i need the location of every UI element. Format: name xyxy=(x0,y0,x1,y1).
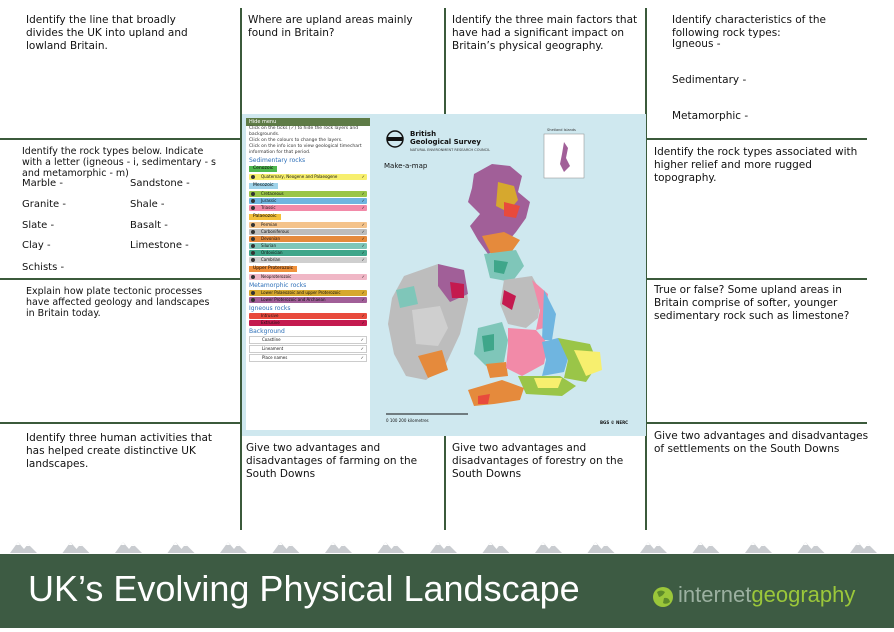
legend-row-jurassic[interactable]: Jurassic ✓ xyxy=(249,198,367,204)
cat-mesozoic: Mesozoic xyxy=(249,183,278,189)
mountain-motif xyxy=(693,542,720,553)
rock-basalt: Basalt - xyxy=(130,220,168,231)
page-title: UK’s Evolving Physical Landscape xyxy=(28,568,580,609)
label-igneous: Igneous - xyxy=(672,38,721,50)
legend-row-triassic[interactable]: Triassic ✓ xyxy=(249,205,367,211)
rock-marble: Marble - xyxy=(22,178,63,189)
geology-map xyxy=(242,114,646,436)
divider-h6 xyxy=(645,422,867,424)
uk-geology-shape xyxy=(242,114,646,436)
legend-row-place-names[interactable]: Place names ✓ xyxy=(249,354,367,362)
rock-slate: Slate - xyxy=(22,220,55,231)
bgs-subtitle: NATURAL ENVIRONMENT RESEARCH COUNCIL xyxy=(410,148,491,152)
mountain-border xyxy=(0,538,894,554)
legend-row-cambrian[interactable]: Cambrian ✓ xyxy=(249,257,367,263)
mountain-motif xyxy=(850,542,877,553)
divider-h4 xyxy=(645,138,867,140)
legend-row-lower-proterozoic[interactable]: Lower Proterozoic and Archaean ✓ xyxy=(249,297,367,303)
legend-row-lower-palaeozoic[interactable]: Lower Palaeozoic and upper Proterozoic ✓ xyxy=(249,290,367,296)
mountain-motif xyxy=(483,542,510,553)
bgs-nerc-credit: BGS © NERC xyxy=(600,420,629,425)
internet-geography-logo[interactable]: internetgeography xyxy=(678,582,856,607)
panel-tip: Click on the ticks (✓) to hide the rock layers and backgrounds. xyxy=(249,126,359,137)
cat-palaeozoic: Palaeozoic xyxy=(249,214,281,220)
rock-limestone: Limestone - xyxy=(130,240,189,251)
divider-h2 xyxy=(0,278,240,280)
title-banner xyxy=(0,554,894,628)
legend-row-intrusive[interactable]: Intrusive ✓ xyxy=(249,313,367,319)
mountain-motif xyxy=(273,542,300,553)
question-three-factors: Identify the three main factors that have had a significant impact on Britain’s physical geography. xyxy=(452,14,638,52)
mountain-motif xyxy=(115,542,142,553)
igneous-heading: Igneous rocks xyxy=(249,305,291,312)
divider-h5 xyxy=(645,278,867,280)
rock-clay: Clay - xyxy=(22,240,51,251)
mountain-motif xyxy=(10,542,37,553)
bgs-title: British Geological Survey xyxy=(410,130,481,146)
question-upland-location: Where are upland areas mainly found in Britain? xyxy=(248,14,413,39)
label-metamorphic: Metamorphic - xyxy=(672,110,749,122)
mountain-motif xyxy=(63,542,90,553)
background-heading: Background xyxy=(249,328,285,335)
question-upland-lowland-line: Identify the line that broadly divides the UK into upland and lowland Britain. xyxy=(26,14,188,52)
legend-row-coastline[interactable]: Coastline ✓ xyxy=(249,336,367,344)
mountain-motif xyxy=(745,542,772,553)
globe-icon xyxy=(652,586,674,608)
question-relief-rocks: Identify the rock types associated with higher relief and more rugged topography. xyxy=(654,146,858,184)
divider-v3 xyxy=(444,436,446,530)
rock-granite: Granite - xyxy=(22,199,66,210)
legend-row-quaternary[interactable]: Quaternary, Neogene and Palaeogene ✓ xyxy=(249,174,367,180)
legend-row-lineaments[interactable]: Lineament ✓ xyxy=(249,345,367,353)
sedimentary-heading: Sedimentary rocks xyxy=(249,157,306,164)
question-human-activities: Identify three human activities that has helped create distinctive UK landscapes. xyxy=(26,432,213,470)
mountain-motif xyxy=(325,542,352,553)
mountain-motif xyxy=(798,542,825,553)
legend-row-devonian[interactable]: Devonian ✓ xyxy=(249,236,367,242)
map-scale: 0 100 200 kilometres xyxy=(386,418,429,423)
metamorphic-heading: Metamorphic rocks xyxy=(249,282,307,289)
question-settlements: Give two advantages and disadvantages of settlements on the South Downs xyxy=(654,430,869,455)
cat-cenozoic: Cenozoic xyxy=(249,166,277,172)
mountain-motif xyxy=(378,542,405,553)
rock-shale: Shale - xyxy=(130,199,165,210)
panel-tip: Click on the colours to change the layers. xyxy=(249,138,343,143)
legend-row-permian[interactable]: Permian ✓ xyxy=(249,222,367,228)
divider-v2 xyxy=(444,8,446,114)
question-farming: Give two advantages and disadvantages of farming on the South Downs xyxy=(246,442,418,480)
mountain-motif xyxy=(535,542,562,553)
legend-row-carboniferous[interactable]: Carboniferous ✓ xyxy=(249,229,367,235)
legend-row-silurian[interactable]: Silurian ✓ xyxy=(249,243,367,249)
shetland-label: Shetland Islands xyxy=(547,128,576,132)
question-identify-rocks: Identify the rock types below. Indicate with a letter (igneous - i, sedimentary - s and metamorphic - m) xyxy=(22,146,216,179)
question-forestry: Give two advantages and disadvantages of forestry on the South Downs xyxy=(452,442,624,480)
divider-h3 xyxy=(0,422,240,424)
mountain-motif xyxy=(168,542,195,553)
legend-row-neoproterozoic[interactable]: Neoproterozoic ✓ xyxy=(249,274,367,280)
mountain-motif xyxy=(588,542,615,553)
cat-upper-proterozoic: Upper Proterozoic xyxy=(249,266,297,272)
question-true-false: True or false? Some upland areas in Britain comprise of softer, younger sedimentary rock such as limestone? xyxy=(654,284,850,322)
make-a-map-label: Make-a-map xyxy=(384,162,428,170)
legend-row-cretaceous[interactable]: Cretaceous ✓ xyxy=(249,191,367,197)
question-plate-tectonics: Explain how plate tectonic processes have affected geology and landscapes in Britain today. xyxy=(26,286,210,319)
rock-sandstone: Sandstone - xyxy=(130,178,190,189)
rock-schists: Schists - xyxy=(22,262,65,273)
legend-row-ordovician[interactable]: Ordovician ✓ xyxy=(249,250,367,256)
legend-row-extrusive[interactable]: Extrusive ✓ xyxy=(249,320,367,326)
divider-h1 xyxy=(0,138,240,140)
mountain-motif xyxy=(220,542,247,553)
panel-tip: Click on the info icon to view geological timechart information for that period. xyxy=(249,144,362,155)
hide-menu-button[interactable]: Hide menu xyxy=(246,118,370,126)
label-sedimentary: Sedimentary - xyxy=(672,74,747,86)
question-rock-characteristics: Identify characteristics of the following rock types: xyxy=(672,14,826,39)
mountain-motif xyxy=(430,542,457,553)
mountain-motif xyxy=(640,542,667,553)
